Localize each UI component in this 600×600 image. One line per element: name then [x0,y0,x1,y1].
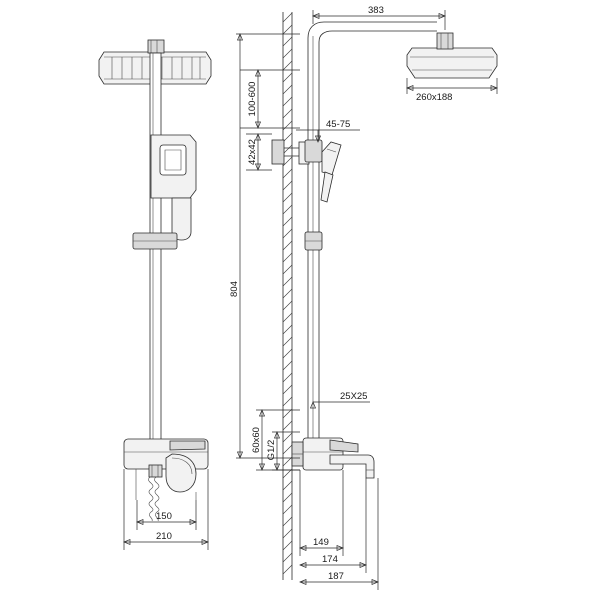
dim-label-g12: G1/2 [266,439,277,461]
riser-rail-front [150,53,161,448]
dim-label-head-size: 260x188 [416,92,453,103]
front-view [99,40,211,550]
dim-149 [300,470,343,556]
riser-rail-side [308,118,319,438]
dim-25x25 [311,391,371,408]
mixer-body-front [124,439,208,492]
dim-45-75 [296,119,360,142]
dim-100-600 [240,70,300,128]
dim-383 [313,5,445,30]
dim-label-150: 150 [156,511,172,522]
dim-label-187: 187 [328,571,344,582]
dim-210 [124,469,208,550]
slider-bracket-side [305,232,322,250]
dim-150 [137,500,196,530]
dim-label-100-600: 100-600 [247,81,258,117]
dim-label-45-75: 45-75 [326,119,351,130]
dim-label-42x42: 42x42 [247,139,258,165]
dim-label-174: 174 [322,554,338,565]
dim-head-size [407,78,497,103]
side-view [272,22,497,478]
dim-label-60x60: 60x60 [251,427,262,453]
dim-label-149: 149 [313,537,329,548]
dim-42x42 [246,134,272,170]
dim-label-210: 210 [156,531,172,542]
shower-head-side [407,33,497,78]
slider-bracket-front [133,233,177,249]
dim-174 [300,478,366,573]
wall-bracket-side [272,140,309,164]
mixer-body-side [292,438,374,478]
handset-side [305,140,341,202]
dim-label-804: 804 [229,281,240,297]
dim-804 [229,34,300,458]
wall-section [283,12,292,580]
dim-label-383: 383 [368,5,384,16]
dim-label-25x25: 25X25 [340,391,368,402]
